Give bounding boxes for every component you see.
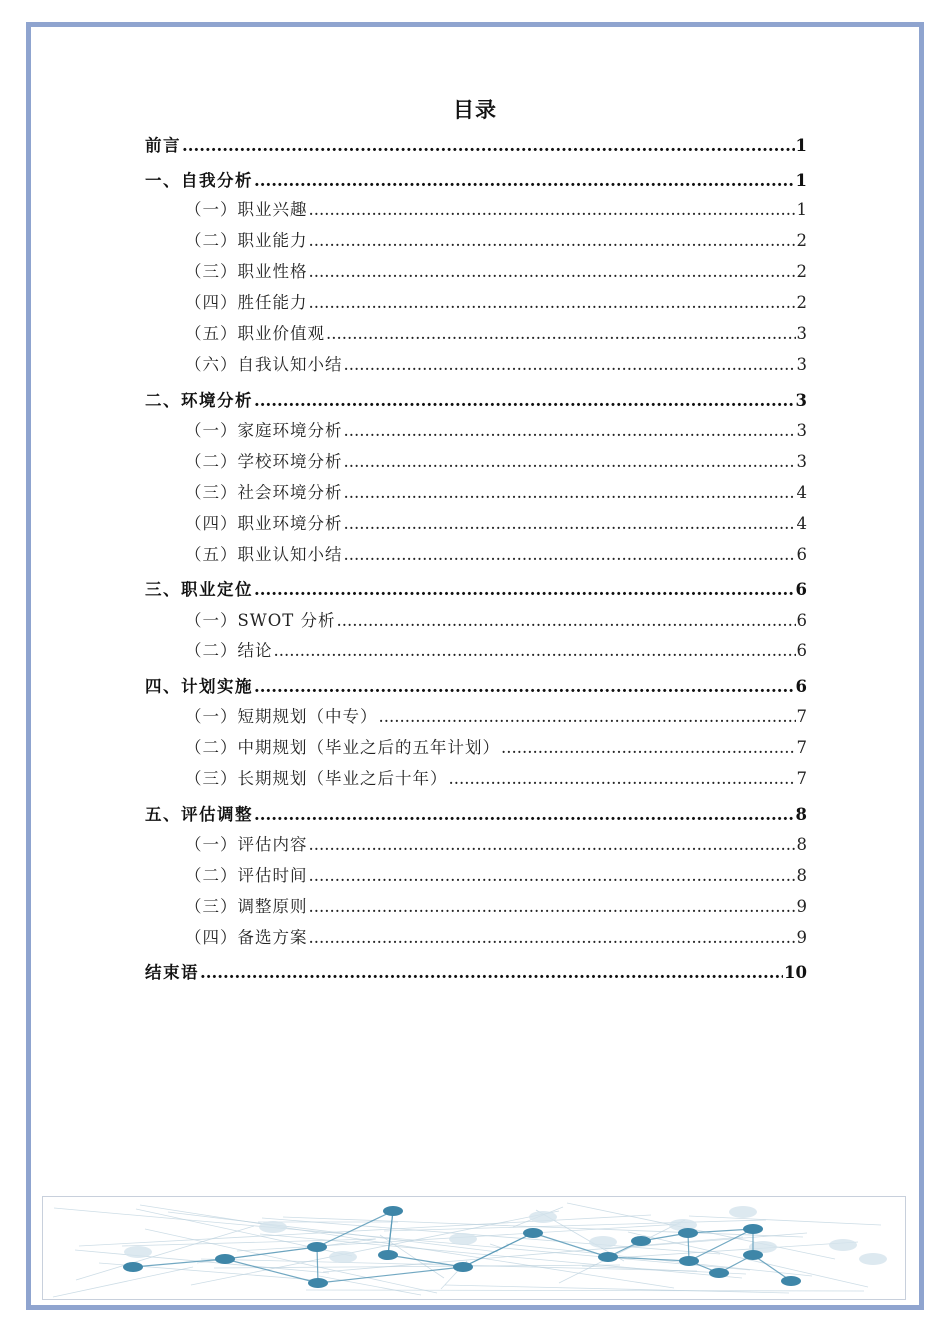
toc-entry-subsection[interactable] bbox=[145, 452, 807, 472]
toc-entry-label: （四）职业环境分析 bbox=[185, 514, 343, 533]
dot-leader bbox=[337, 611, 796, 631]
dot-leader bbox=[200, 963, 783, 983]
toc-entry-label: （四）胜任能力 bbox=[185, 293, 308, 312]
faint-node bbox=[329, 1251, 357, 1263]
toc-entry-label: 前言 bbox=[145, 136, 181, 155]
dot-leader bbox=[254, 580, 795, 600]
mesh-line bbox=[79, 1215, 651, 1246]
toc-entry-subsection[interactable] bbox=[145, 231, 807, 251]
dot-leader bbox=[254, 805, 795, 825]
toc-entry-page-number: 3 bbox=[796, 324, 807, 343]
toc-entry-subsection[interactable] bbox=[145, 611, 807, 631]
toc-title: 目录 bbox=[453, 97, 497, 122]
dot-leader bbox=[344, 514, 796, 534]
network-node bbox=[781, 1276, 801, 1286]
toc-entry-subsection[interactable] bbox=[145, 324, 807, 344]
mesh-line bbox=[306, 1290, 864, 1291]
toc-entry-page-number: 8 bbox=[796, 835, 807, 854]
dot-leader bbox=[274, 641, 796, 661]
network-edge bbox=[317, 1247, 318, 1283]
toc-entry-label: （一）职业兴趣 bbox=[185, 200, 308, 219]
network-node bbox=[743, 1224, 763, 1234]
dot-leader bbox=[344, 452, 796, 472]
toc-entry-page-number: 6 bbox=[795, 580, 807, 599]
toc-entry-subsection[interactable] bbox=[145, 866, 807, 886]
mesh-line bbox=[689, 1216, 881, 1225]
toc-entry-subsection[interactable] bbox=[145, 421, 807, 441]
toc-entry-section[interactable] bbox=[145, 805, 807, 825]
toc-entry-subsection[interactable] bbox=[145, 769, 807, 789]
dot-leader bbox=[309, 866, 796, 886]
dot-leader bbox=[344, 421, 796, 441]
faint-node bbox=[124, 1246, 152, 1258]
network-graphic bbox=[43, 1197, 906, 1300]
faint-node bbox=[589, 1236, 617, 1248]
toc-entry-subsection[interactable] bbox=[145, 355, 807, 375]
toc-entry-section[interactable] bbox=[145, 580, 807, 600]
faint-node bbox=[449, 1233, 477, 1245]
toc-entry-label: 三、职业定位 bbox=[145, 580, 253, 599]
network-banner-image bbox=[42, 1196, 906, 1300]
dot-leader bbox=[309, 231, 796, 251]
toc-entry-page-number: 6 bbox=[796, 641, 807, 660]
toc-entry-page-number: 4 bbox=[796, 483, 807, 502]
network-edge bbox=[388, 1211, 393, 1255]
faint-node bbox=[829, 1239, 857, 1251]
toc-entry-label: 二、环境分析 bbox=[145, 391, 253, 410]
faint-node bbox=[259, 1221, 287, 1233]
toc-entry-label: 一、自我分析 bbox=[145, 171, 253, 190]
network-node bbox=[308, 1278, 328, 1288]
toc-entry-section[interactable] bbox=[145, 963, 807, 983]
toc-entry-label: （四）备选方案 bbox=[185, 928, 308, 947]
toc-entry-section[interactable] bbox=[145, 136, 807, 156]
toc-entry-subsection[interactable] bbox=[145, 738, 807, 758]
dot-leader bbox=[309, 897, 796, 917]
toc-entry-label: （一）SWOT 分析 bbox=[185, 611, 336, 630]
toc-entry-label: （二）评估时间 bbox=[185, 866, 308, 885]
toc-entry-label: （三）长期规划（毕业之后十年） bbox=[185, 769, 448, 788]
network-node bbox=[215, 1254, 235, 1264]
toc-entry-page-number: 8 bbox=[796, 866, 807, 885]
toc-entry-label: （一）短期规划（中专） bbox=[185, 707, 378, 726]
faint-node bbox=[529, 1211, 557, 1223]
toc-entry-page-number: 6 bbox=[795, 677, 807, 696]
toc-entry-page-number: 2 bbox=[796, 231, 807, 250]
toc-entry-page-number: 3 bbox=[795, 391, 807, 410]
network-edge bbox=[318, 1267, 463, 1283]
toc-entry-subsection[interactable] bbox=[145, 707, 807, 727]
network-node bbox=[631, 1236, 651, 1246]
mesh-line bbox=[567, 1203, 835, 1259]
toc-entry-label: （五）职业认知小结 bbox=[185, 545, 343, 564]
toc-entry-page-number: 10 bbox=[784, 963, 807, 982]
toc-entry-page-number: 6 bbox=[796, 545, 807, 564]
dot-leader bbox=[254, 677, 795, 697]
toc-entry-page-number: 1 bbox=[796, 200, 807, 219]
mesh-line bbox=[53, 1267, 193, 1297]
faint-node bbox=[729, 1206, 757, 1218]
toc-entry-label: （二）学校环境分析 bbox=[185, 452, 343, 471]
toc-entry-section[interactable] bbox=[145, 391, 807, 411]
toc-entry-page-number: 3 bbox=[796, 452, 807, 471]
toc-entry-label: （三）调整原则 bbox=[185, 897, 308, 916]
toc-entry-label: （三）社会环境分析 bbox=[185, 483, 343, 502]
toc-entry-page-number: 9 bbox=[796, 928, 807, 947]
toc-entry-label: （二）中期规划（毕业之后的五年计划） bbox=[185, 738, 500, 757]
toc-entry-page-number: 1 bbox=[795, 171, 807, 190]
toc-entry-subsection[interactable] bbox=[145, 483, 807, 503]
toc-entry-page-number: 8 bbox=[795, 805, 807, 824]
dot-leader bbox=[309, 928, 796, 948]
network-edge bbox=[133, 1259, 225, 1267]
network-node bbox=[598, 1252, 618, 1262]
dot-leader bbox=[309, 835, 796, 855]
toc-entry-subsection[interactable] bbox=[145, 514, 807, 534]
dot-leader bbox=[344, 355, 796, 375]
toc-entry-page-number: 2 bbox=[796, 293, 807, 312]
toc-entry-label: （三）职业性格 bbox=[185, 262, 308, 281]
dot-leader bbox=[182, 136, 795, 156]
dot-leader bbox=[309, 293, 796, 313]
network-node bbox=[678, 1228, 698, 1238]
toc-entry-label: 五、评估调整 bbox=[145, 805, 253, 824]
toc-entry-subsection[interactable] bbox=[145, 928, 807, 948]
network-node bbox=[123, 1262, 143, 1272]
toc-entry-subsection[interactable] bbox=[145, 641, 807, 661]
network-node bbox=[679, 1256, 699, 1266]
dot-leader bbox=[309, 200, 796, 220]
toc-entry-label: 四、计划实施 bbox=[145, 677, 253, 696]
toc-entry-subsection[interactable] bbox=[145, 545, 807, 565]
toc-entry-section[interactable] bbox=[145, 677, 807, 697]
toc-entry-subsection[interactable] bbox=[145, 200, 807, 220]
dot-leader bbox=[449, 769, 796, 789]
network-node bbox=[383, 1206, 403, 1216]
toc-entry-label: （六）自我认知小结 bbox=[185, 355, 343, 374]
network-node bbox=[709, 1268, 729, 1278]
network-node bbox=[743, 1250, 763, 1260]
toc-entry-page-number: 1 bbox=[795, 136, 807, 155]
mesh-line bbox=[445, 1285, 789, 1293]
toc-entry-label: （一）家庭环境分析 bbox=[185, 421, 343, 440]
network-node bbox=[453, 1262, 473, 1272]
toc-entry-page-number: 7 bbox=[796, 769, 807, 788]
network-node bbox=[378, 1250, 398, 1260]
mesh-line bbox=[319, 1276, 421, 1295]
faint-node bbox=[859, 1253, 887, 1265]
network-node bbox=[523, 1228, 543, 1238]
network-node bbox=[307, 1242, 327, 1252]
dot-leader bbox=[309, 262, 796, 282]
toc-entry-label: （二）结论 bbox=[185, 641, 273, 660]
mesh-line bbox=[76, 1226, 254, 1280]
toc-entry-page-number: 9 bbox=[796, 897, 807, 916]
toc-entry-label: （五）职业价值观 bbox=[185, 324, 325, 343]
toc-entry-subsection[interactable] bbox=[145, 262, 807, 282]
toc-entry-page-number: 3 bbox=[796, 421, 807, 440]
toc-entry-label: 结束语 bbox=[145, 963, 199, 982]
toc-entry-section[interactable] bbox=[145, 171, 807, 191]
toc-entry-label: （二）职业能力 bbox=[185, 231, 308, 250]
toc-entry-page-number: 4 bbox=[796, 514, 807, 533]
dot-leader bbox=[379, 707, 796, 727]
mesh-line bbox=[384, 1220, 766, 1231]
dot-leader bbox=[254, 391, 795, 411]
toc-entry-page-number: 3 bbox=[796, 355, 807, 374]
toc-entry-page-number: 7 bbox=[796, 738, 807, 757]
dot-leader bbox=[501, 738, 796, 758]
dot-leader bbox=[344, 545, 796, 565]
toc-entry-subsection[interactable] bbox=[145, 835, 807, 855]
toc-entry-page-number: 2 bbox=[796, 262, 807, 281]
toc-entry-page-number: 7 bbox=[796, 707, 807, 726]
dot-leader bbox=[344, 483, 796, 503]
dot-leader bbox=[254, 171, 795, 191]
toc-entry-label: （一）评估内容 bbox=[185, 835, 308, 854]
toc-entry-page-number: 6 bbox=[796, 611, 807, 630]
toc-entry-subsection[interactable] bbox=[145, 897, 807, 917]
toc-entry-subsection[interactable] bbox=[145, 293, 807, 313]
dot-leader bbox=[326, 324, 796, 344]
